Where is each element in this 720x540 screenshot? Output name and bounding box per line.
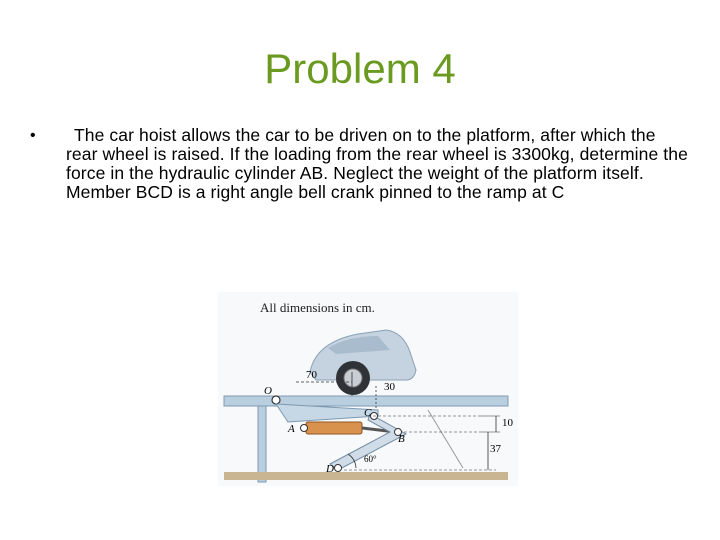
label-a: A — [288, 423, 295, 435]
label-c: C — [364, 407, 372, 419]
label-o: O — [264, 385, 272, 397]
pin-a — [301, 425, 308, 432]
pin-d — [335, 465, 342, 472]
label-b: B — [398, 433, 405, 445]
label-dim-37: 37 — [490, 443, 501, 455]
platform-deck — [224, 396, 508, 406]
pivot-o — [272, 396, 280, 404]
label-d: D — [326, 463, 334, 475]
label-dim-30: 30 — [384, 381, 395, 393]
problem-statement: The car hoist allows the car to be driven on to the platform, after which the rear wheel is raised. If the loading from the rear wheel is 3300kg, determine the force in the hydraulic cylinder AB. Neglect the weight of the platform itself. Member BCD is a right angle bell crank pinned to the ramp at C — [66, 125, 688, 202]
ground-base — [224, 472, 508, 480]
rear-wheel-hub — [344, 369, 362, 387]
label-dim-70: 70 — [306, 369, 317, 381]
figure-caption: All dimensions in cm. — [260, 300, 375, 315]
car-hoist-figure — [218, 292, 518, 486]
hydraulic-cylinder — [306, 422, 362, 434]
slide-title: Problem 4 — [264, 45, 456, 92]
label-dim-10: 10 — [502, 417, 513, 429]
support-post — [258, 406, 266, 482]
label-angle: 60° — [364, 454, 377, 464]
car-hoist-diagram — [218, 292, 518, 486]
bullet-marker: • — [30, 127, 36, 144]
